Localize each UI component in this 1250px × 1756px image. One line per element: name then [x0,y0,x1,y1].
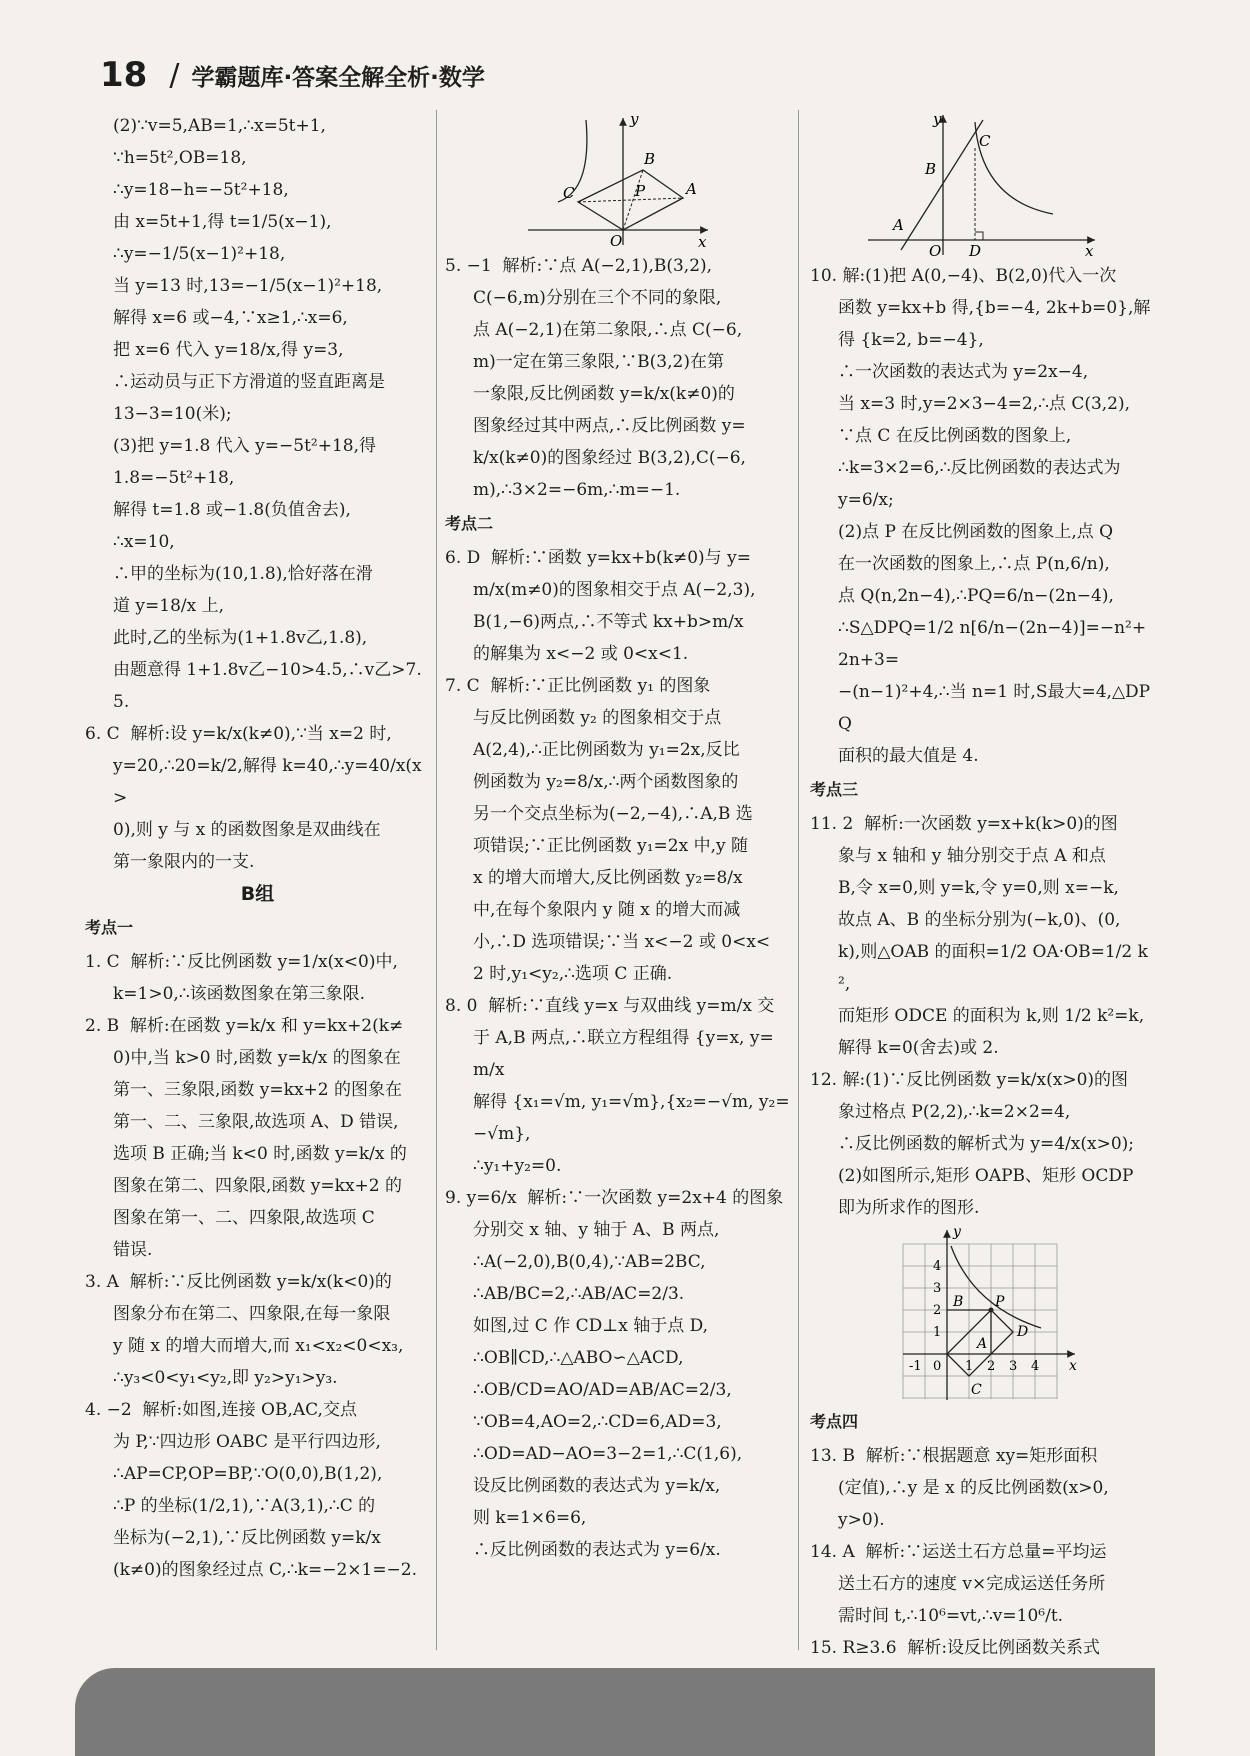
text-line: 12. 解:(1)∵反比例函数 y=k/x(x>0)的图 [810,1070,1129,1090]
text-line: B,令 x=0,则 y=k,令 y=0,则 x=−k, [838,878,1119,898]
text-line: ∴x=10, [113,532,175,552]
text-line: ∴OB∥CD,∴△ABO∽△ACD, [473,1348,684,1368]
text-line: (2)∵v=5,AB=1,∴x=5t+1, [113,116,326,136]
text-line: ∴y₁+y₂=0. [473,1156,562,1176]
figure-parallelogram [518,110,718,250]
text-line: 由 x=5t+1,得 t=1/5(x−1), [113,212,332,232]
text-line: k),则△OAB 的面积=1/2 OA·OB=1/2 k², [838,942,1148,994]
o-label: O [928,242,941,260]
text-line: 解得 {x₁=√m, y₁=√m},{x₂=−√m, y₂=−√m}, [473,1092,790,1144]
text-line: ∴一次函数的表达式为 y=2x−4, [838,362,1089,382]
text-line: ∴运动员与正下方滑道的竖直距离是 [113,372,385,392]
text-line: 第一、二、三象限,故选项 A、D 错误, [113,1112,399,1132]
y-label: y [952,1224,961,1240]
figure-line-hyperbola [863,110,1103,260]
text-line: 6. C 解析:设 y=k/x(k≠0),∵当 x=2 时, [85,724,392,744]
text-line: 由题意得 1+1.8v乙−10>4.5,∴v乙>7.5. [113,660,422,712]
text-line: 把 x=6 代入 y=18/x,得 y=3, [113,340,344,360]
text-line: 与反比例函数 y₂ 的图象相交于点 [473,708,722,728]
d-label: D [968,242,981,260]
y-label: y [932,110,941,128]
text-line: 的解集为 x<−2 或 0<x<1. [473,644,689,664]
text-line: 坐标为(−2,1),∵反比例函数 y=k/x [113,1528,381,1548]
text-line: (定值),∴y 是 x 的反比例函数(x>0, [838,1478,1109,1498]
text-line: y>0). [838,1510,885,1530]
text-line: 于 A,B 两点,∴联立方程组得 {y=x, y=m/x [473,1028,774,1080]
text-line: 一象限,反比例函数 y=k/x(k≠0)的 [473,384,735,404]
b-label: B [924,160,936,178]
text-line: ∴OB/CD=AO/AD=AB/AC=2/3, [473,1380,732,1400]
column-divider [798,110,799,1650]
text-line: m)一定在第三象限,∵B(3,2)在第 [473,352,724,372]
text-line: y=20,∴20=k/2,解得 k=40,∴y=40/x(x> [113,756,422,808]
a-label: A [976,1336,987,1352]
text-line: 需时间 t,∴10⁶=vt,∴v=10⁶/t. [838,1606,1064,1626]
header-slash: / [169,57,180,93]
text-line: 则 k=1×6=6, [473,1508,587,1528]
diagonal-ac [578,198,683,202]
text-line: 错误. [113,1240,153,1260]
section-heading: 考点二 [445,514,494,533]
y-tick: 2 [932,1303,941,1318]
text-line: m/x(m≠0)的图象相交于点 A(−2,3), [473,580,756,600]
text-line: 13−3=10(米); [113,404,232,424]
text-line: ∴AP=CP,OP=BP,∵O(0,0),B(1,2), [113,1464,383,1484]
text-line: 11. 2 解析:一次函数 y=x+k(k>0)的图 [810,814,1118,834]
y-label: y [629,110,638,128]
text-line: 为 P,∵四边形 OABC 是平行四边形, [113,1432,381,1452]
text-line: 图象在第二、四象限,函数 y=kx+2 的 [113,1176,403,1196]
text-line: 点 Q(n,2n−4),∴PQ=6/n−(2n−4), [838,586,1114,606]
text-line: (k≠0)的图象经过点 C,∴k=−2×1=−2. [113,1560,418,1580]
figure-grid-rectangles [883,1224,1083,1404]
text-line: 第一、三象限,函数 y=kx+2 的图象在 [113,1080,403,1100]
text-line: 9. y=6/x 解析:∵一次函数 y=2x+4 的图象 [445,1188,784,1208]
o-label: O [609,232,622,250]
p-label: P [634,182,645,200]
c-label: C [978,132,990,150]
text-line: 10. 解:(1)把 A(0,−4)、B(2,0)代入一次 [810,266,1117,286]
x-label: x [697,233,706,250]
text-line: ∴P 的坐标(1/2,1),∵A(3,1),∴C 的 [113,1496,376,1516]
text-line: y 随 x 的增大而增大,而 x₁<x₂<0<x₃, [113,1336,404,1356]
text-line: 设反比例函数的表达式为 y=k/x, [473,1476,721,1496]
text-line: 而矩形 ODCE 的面积为 k,则 1/2 k²=k, [838,1006,1145,1026]
text-line: 0),则 y 与 x 的函数图象是双曲线在 [113,820,381,840]
text-line: 13. B 解析:∵根据题意 xy=矩形面积 [810,1446,1098,1466]
x-tick: -1 [908,1359,922,1374]
text-line: 15. R≥3.6 解析:设反比例函数关系式 [810,1638,1101,1658]
text-line: ∵OB=4,AO=2,∴CD=6,AD=3, [473,1412,722,1432]
text-line: 解得 k=0(舍去)或 2. [838,1038,999,1058]
text-line: 面积的最大值是 4. [838,746,979,766]
text-line: 故点 A、B 的坐标分别为(−k,0)、(0, [838,910,1121,930]
x-tick: 0 [932,1359,941,1374]
text-line: 即为所求作的图形. [838,1198,980,1218]
x-tick: 3 [1008,1359,1017,1374]
page-header [100,50,485,100]
text-line: 图象经过其中两点,∴反比例函数 y= [473,416,746,436]
text-line: 如图,过 C 作 CD⊥x 轴于点 D, [473,1316,709,1336]
page-number: 18 [100,55,148,95]
text-line: 函数 y=kx+b 得,{b=−4, 2k+b=0},解得 {k=2, b=−4}, [838,298,1151,350]
column-divider [436,110,437,1650]
text-line: 道 y=18/x 上, [113,596,225,616]
text-line: 在一次函数的图象上,∴点 P(n,6/n), [838,554,1110,574]
text-line: 象过格点 P(2,2),∴k=2×2=4, [838,1102,1071,1122]
text-line: ∴甲的坐标为(10,1.8),恰好落在滑 [113,564,373,584]
text-line: 解得 t=1.8 或−1.8(负值舍去), [113,500,351,520]
text-line: 例函数为 y₂=8/x,∴两个函数图象的 [473,772,739,792]
text-line: 0)中,当 k>0 时,函数 y=k/x 的图象在 [113,1048,401,1068]
text-line: A(2,4),∴正比例函数为 y₁=2x,反比 [473,740,740,760]
book-title: 学霸题库·答案全解全析·数学 [191,64,485,91]
text-line: ∴y=18−h=−5t²+18, [113,180,289,200]
b-label: B [643,150,655,168]
line-ab [901,120,983,250]
text-line: ∴S△DPQ=1/2 n[6/n−(2n−4)]=−n²+2n+3= [838,618,1147,670]
text-line: 1. C 解析:∵反比例函数 y=1/x(x<0)中, [85,952,398,972]
right-angle-mark [975,232,983,240]
footer-band [75,1668,1155,1756]
text-line: 分别交 x 轴、y 轴于 A、B 两点, [473,1220,720,1240]
b-label: B [952,1294,963,1310]
section-heading: 考点四 [810,1412,859,1431]
text-line: 当 x=3 时,y=2×3−4=2,∴点 C(3,2), [838,394,1131,414]
text-line: ∴AB/BC=2,∴AB/AC=2/3. [473,1284,685,1304]
text-line: 2 时,y₁<y₂,∴选项 C 正确. [473,964,673,984]
column-1 [85,110,430,1586]
text-line: 当 y=13 时,13=−1/5(x−1)²+18, [113,276,383,296]
text-line: ∴反比例函数的解析式为 y=4/x(x>0); [838,1134,1135,1154]
text-line: ∴A(−2,0),B(0,4),∵AB=2BC, [473,1252,706,1272]
c-label: C [562,184,574,202]
column-3 [810,110,1155,1664]
text-line: B(1,−6)两点,∴不等式 kx+b>m/x [473,612,744,632]
text-line: 第一象限内的一支. [113,852,255,872]
text-line: 5. −1 解析:∵点 A(−2,1),B(3,2), [445,256,713,276]
a-label: A [892,216,904,234]
text-line: ∵h=5t²,OB=18, [113,148,247,168]
text-line: 图象分布在第二、四象限,在每一象限 [113,1304,391,1324]
c-label: C [970,1382,982,1398]
text-line: 项错误;∵正比例函数 y₁=2x 中,y 随 [473,836,749,856]
text-line: 4. −2 解析:如图,连接 OB,AC,交点 [85,1400,357,1420]
text-line: 14. A 解析:∵运送土石方总量=平均运 [810,1542,1107,1562]
section-heading: 考点三 [810,780,859,799]
text-line: 送土石方的速度 v×完成运送任务所 [838,1574,1106,1594]
text-line: ∴y₃<0<y₁<y₂,即 y₂>y₁>y₃. [113,1368,338,1388]
text-line: ∴反比例函数的表达式为 y=6/x. [473,1540,721,1560]
text-line: ∴y=−1/5(x−1)²+18, [113,244,286,264]
text-line: x 的增大而增大,反比例函数 y₂=8/x [473,868,743,888]
text-line: k=1>0,∴该函数图象在第三象限. [113,984,366,1004]
x-tick: 1 [964,1359,973,1374]
text-line: 选项 B 正确;当 k<0 时,函数 y=k/x 的 [113,1144,407,1164]
text-line: 小,∴D 选项错误;∵当 x<−2 或 0<x< [473,932,771,952]
text-line: 解得 x=6 或−4,∵x≥1,∴x=6, [113,308,348,328]
section-heading: 考点一 [85,918,134,937]
text-line: m),∴3×2=−6m,∴m=−1. [473,480,681,500]
text-line: 6. D 解析:∵函数 y=kx+b(k≠0)与 y= [445,548,751,568]
text-line: 图象在第一、二、四象限,故选项 C [113,1208,375,1228]
x-tick: 4 [1030,1359,1039,1374]
text-line: ∴OD=AD−AO=3−2=1,∴C(1,6), [473,1444,743,1464]
text-line: 3. A 解析:∵反比例函数 y=k/x(k<0)的 [85,1272,392,1292]
p-label: P [994,1294,1004,1310]
text-line: 另一个交点坐标为(−2,−4),∴A,B 选 [473,804,753,824]
text-line: 1.8=−5t²+18, [113,468,235,488]
group-heading: B组 [240,883,275,905]
text-line: −(n−1)²+4,∴当 n=1 时,S最大=4,△DPQ [838,682,1151,734]
text-line: 7. C 解析:∵正比例函数 y₁ 的图象 [445,676,711,696]
text-line: (2)如图所示,矩形 OAPB、矩形 OCDP [838,1166,1134,1186]
text-line: (3)把 y=1.8 代入 y=−5t²+18,得 [113,436,377,456]
y-tick: 1 [932,1325,941,1340]
text-line: ∴k=3×2=6,∴反比例函数的表达式为 [838,458,1121,478]
text-line: 点 A(−2,1)在第二象限,∴点 C(−6, [473,320,743,340]
text-line: y=6/x; [838,490,894,510]
text-line: k/x(k≠0)的图象经过 B(3,2),C(−6, [473,448,746,468]
d-label: D [1016,1324,1028,1340]
text-line: 2. B 解析:在函数 y=k/x 和 y=kx+2(k≠ [85,1016,404,1036]
column-2 [445,110,790,1566]
text-line: 中,在每个象限内 y 随 x 的增大而减 [473,900,741,920]
text-line: (2)点 P 在反比例函数的图象上,点 Q [838,522,1114,542]
text-line: 此时,乙的坐标为(1+1.8v乙,1.8), [113,628,368,648]
text-line: 象与 x 轴和 y 轴分别交于点 A 和点 [838,846,1106,866]
text-line: C(−6,m)分别在三个不同的象限, [473,288,722,308]
point-p [988,1308,993,1313]
y-tick: 4 [932,1259,941,1274]
text-line: 8. 0 解析:∵直线 y=x 与双曲线 y=m/x 交 [445,996,775,1016]
text-line: ∵点 C 在反比例函数的图象上, [838,426,1072,446]
x-tick: 2 [986,1359,995,1374]
y-tick: 3 [932,1281,941,1296]
x-label: x [1084,242,1093,260]
x-label: x [1068,1358,1077,1374]
a-label: A [685,180,697,198]
